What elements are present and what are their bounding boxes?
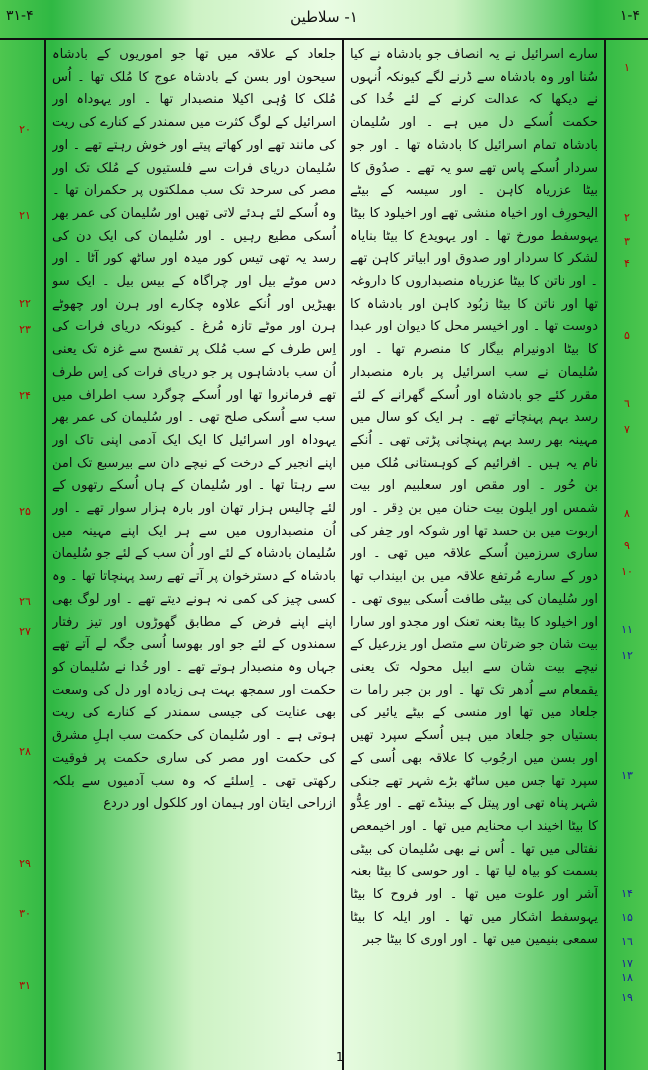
verse-number: ٢٣ — [19, 323, 31, 336]
verse-number: ١۴ — [621, 887, 633, 900]
footer-mark: 1 — [336, 1050, 344, 1064]
verse-number: ٣٠ — [19, 907, 31, 920]
verse-number: ١٨ — [621, 971, 633, 984]
verse-number: ٢١ — [19, 209, 31, 222]
verse-number: ٧ — [624, 423, 630, 436]
right-column-text: سارے اسرائیل نے یہ انصاف جو بادشاہ نے کیا سُنا اور وہ بادشاہ سے ڈرنے لگے کیونکہ اُنہوں نے دیکھا کہ عدالت کرنے کے لئے خُدا کی حکمت اُسکے دل میں ہے ۔ اور سُلیمان بادشاہ تمام اسرائیل کا بادشاہ تھا ۔ اور جو سردار اُسکے پاس تھے سو یہ تھے ۔ صدُوق کا بیٹا عزریاہ کاہن ۔ اور سیسہ کے بیٹے الیحورِف اور اخیاہ منشی تھے اور اخیلود کا بیٹا یہوسفط مورخ تھا ۔ اور یہویدع کا بیٹا بنایاہ لشکر کا سردار اور صدوق اور ابیاتر کاہن تھے ۔ اور ناتن کا بیٹا عزریاہ منصبداروں کا داروغہ تھا اور ناتن کا بیٹا زبُود کاہن اور بادشاہ کا دوست تھا ۔ اور اخیسر محل کا دیوان اور عبدا کا بیٹا ادونیرام بیگار کا منصرم تھا ۔ اور سُلیمان نے سب اسرائیل پر بارہ منصبدار مقرر کئے جو بادشاہ اور اُسکے گھرانے کے لئے رسد بہم پہنچاتے تھے ۔ ہر ایک کو سال میں مہینہ بھر رسد بہم پہنچانی پڑتی تھی ۔ اُنکے نام یہ ہیں ۔ افرائیم کے کوہستانی مُلک میں بن حُور ۔ اور مقص اور سعلبیم اور بیت شمس اور ایلون بیت حنان میں بن دِقر ۔ اور اربوت میں بن حسد تھا اور شوکہ اور حِفر کی ساری سرزمین اُسکے علاقہ میں تھی ۔ اور دور کے سارے مُرتفع علاقہ میں بن ابینداب تھا اور سُلیمان کی بیٹی طافت اُسکی بیوی تھی ۔ اور اخیلود کا بیٹا بعنہ تعنک اور مجدو اور سارا بیت شان جو ضرتان سے متصل اور یزرعیل کے نیچے بیت شان سے ابیل محولہ تک یعنی یقمعام سے اُدھر تک تھا ۔ اور بن جبر راما ت جلعاد میں تھا اور منسی کے بیٹے یائیر کی بستیاں جو جلعاد میں ہیں اُسکے سپرد تھیں اور بسن میں ارجُوب کا علاقہ بھی اُسی کے سپرد تھا جس میں ساٹھ بڑے شہر تھے جنکی شہر پناہ تھی اور پیتل کے بینڈے تھے ۔ اور عِدُّو کا بیٹا اخیند اب محنایم میں تھا ۔ اور اخیمعص نفتالی میں تھا ۔ اُس نے بھی سُلیمان کی بیٹی بسمت کو بیاہ لیا تھا ۔ اور حوسی کا بیٹا بعنہ آشر اور علوت میں تھا ۔ اور فروح کا بیٹا یہوسفط اشکار میں تھا ۔ اور ایلہ کا بیٹا سمعی بنیمین میں تھا ۔ اور اوری کا بیٹا جبر — [350, 47, 598, 948]
verse-number: ٢٧ — [19, 625, 31, 638]
verse-number: ٦ — [624, 397, 630, 410]
verse-number: ١۵ — [621, 911, 633, 924]
text-column-right — [350, 44, 598, 1064]
verse-number: ٢۵ — [19, 505, 31, 518]
verse-number: ١٧ — [621, 957, 633, 970]
verse-number: ٢٨ — [19, 745, 31, 758]
verse-number: ٣١ — [19, 979, 31, 992]
verse-number: ٢٠ — [19, 123, 31, 136]
left-column-text: جلعاد کے علاقہ میں تھا جو اموریوں کے بادشاہ سیحون اور بسن کے بادشاہ عوج کا مُلک تھا ۔ اُس مُلک کا وُہی اکیلا منصبدار تھا ۔ اور یہوداہ اور اسرائیل کے لوگ کثرت میں سمندر کے کنارے کی ریت کی مانند تھے اور کھاتے پیتے اور خوش رہتے تھے ۔ اور سُلیمان دریای فرات سے فلستیوں کے مُلک تک اور مصر کی سرحد تک سب مملکتوں پر حکمران تھا ۔ وہ اُسکے لئے ہدئے لاتی تھیں اور سُلیمان کی عمر بھر اُسکی مطیع رہیں ۔ اور سُلیمان کی ایک دن کی رسد یہ تھی تیس کور میدہ اور ساٹھ کور آٹا ۔ اور دس موٹے بیل اور چراگاہ کے بیس بیل ۔ ایک سو بھیڑیں اور اُنکے علاوہ چکارے اور ہرن اور چھوٹے ہرن اور موٹے تازہ مُرغ ۔ کیونکہ دریای فرات کی اِس طرف کے سب مُلک پر تفسح سے غزہ تک یعنی اُن سب بادشاہوں پر جو دریای فرات کی اِس طرف تھے فرمانروا تھا اور اُسکے چوگرد سب اطراف میں سب سے اُسکی صلح تھی ۔ اور سُلیمان کی عمر بھر یہوداہ اور اسرائیل کا ایک ایک آدمی اپنی تاک اور اپنے انجیر کے درخت کے نیچے دان سے بیرسبع تک امن سے رہتا تھا ۔ اور سُلیمان کے ہاں اُسکے رتھوں کے لئے چالیس ہزار تھان اور بارہ ہزار سوار تھے ۔ اور اُن منصبداروں میں سے ہر ایک اپنے مہینہ میں سُلیمان بادشاہ کے لئے اور اُن سب کے لئے جو سُلیمان بادشاہ کے دسترخوان پر آتے تھے رسد پہنچاتا تھا ۔ وہ کسی چیز کی کمی نہ ہونے دیتے تھے ۔ اور لوگ بھی اپنے اپنے فرض کے مطابق گھوڑوں اور تیز رفتار سمندوں کے لئے جو اور بھوسا اُسی جگہ لے آتے تھے جہاں وہ منصبدار ہوتے تھے ۔ اور خُدا نے سُلیمان کو حکمت اور سمجھ بہت ہی زیادہ اور دل کی وسعت بھی عنایت کی جیسی سمندر کے کنارے کی ریت ہوتی ہے ۔ اور سُلیمان کی حکمت سب اہلِ مشرق کی حکمت اور مصر کی ساری حکمت پر فوقیت رکھتی تھی ۔ اِسلئے کہ وہ سب آدمیوں سے بلکہ ازراحی ایتان اور ہیمان اور کلکول اور دردع — [52, 47, 336, 812]
verse-number: ٢٢ — [19, 297, 31, 310]
verse-number: ٣ — [624, 235, 630, 248]
verse-number: ١٣ — [621, 769, 633, 782]
verse-number: ٩ — [624, 539, 630, 552]
column-rule-center — [342, 38, 344, 1070]
verse-number: ١٢ — [621, 649, 633, 662]
verse-number: ٨ — [624, 507, 630, 520]
header-chapter-range-left: ٣١-۴ — [6, 8, 34, 24]
verse-number: ٢٦ — [19, 595, 31, 608]
verse-number: ١١ — [621, 623, 633, 636]
page-header — [0, 0, 648, 40]
verse-number: ١ — [624, 61, 630, 74]
header-book-title: ١- سلاطین — [290, 8, 358, 26]
verse-number: ١٠ — [621, 565, 633, 578]
verse-number: ١٩ — [621, 991, 633, 1004]
verse-number: ۵ — [624, 329, 630, 342]
verse-number: ٢۴ — [19, 389, 31, 402]
column-rule-left-margin — [44, 38, 46, 1070]
verse-number: ٢٩ — [19, 857, 31, 870]
verse-number: ۴ — [624, 257, 630, 270]
verse-number: ٢ — [624, 211, 630, 224]
column-rule-right-margin — [604, 38, 606, 1070]
text-column-left — [52, 44, 336, 1064]
verse-number: ١٦ — [621, 935, 633, 948]
header-chapter-range-right: ١-۴ — [619, 8, 640, 24]
